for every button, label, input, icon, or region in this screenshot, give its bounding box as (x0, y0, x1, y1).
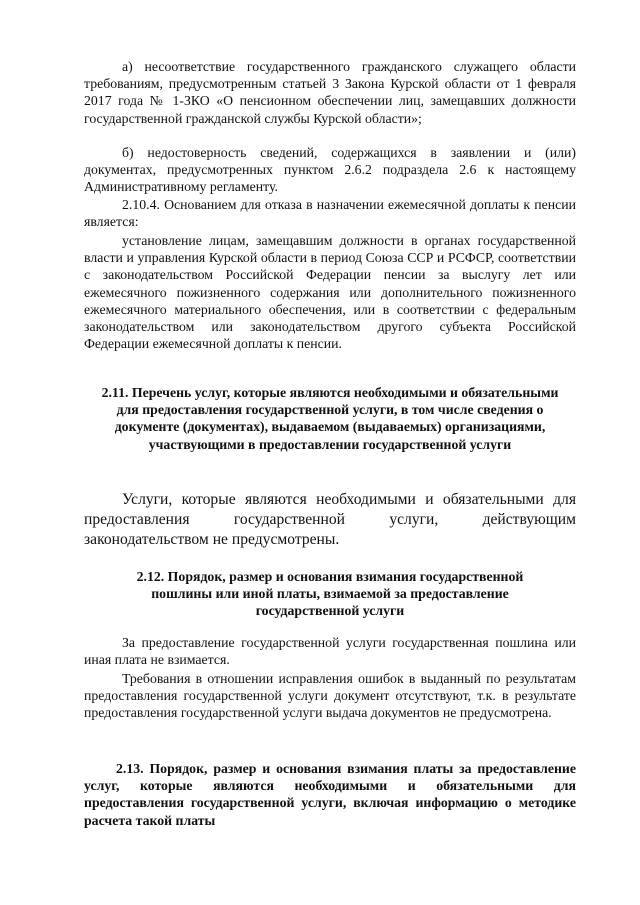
paragraph-a (84, 58, 576, 127)
paragraph-establishment (84, 232, 576, 352)
paragraph-text: установление лицам, замещавшим должности в органах государственной власти и управления Курской области в период Союза ССР и РСФСР, соответствии с законодательством Российской Федерации пенсии за выслугу лет или ежемесячного пожизненного содержания или дополнительного пожизненного ежемесячного материального обеспечения, или в соответствии с федеральным законодательством или законодательством другого субъекта Российской Федерации ежемесячной доплаты к пенсии. (84, 233, 576, 352)
paragraph-text: 2.10.4. Основанием для отказа в назначении ежемесячной доплаты к пенсии является: (84, 197, 576, 230)
paragraph-services (84, 490, 576, 550)
section-heading-2-12 (110, 568, 550, 620)
paragraph-fee (84, 634, 576, 668)
paragraph-text: Услуги, которые являются необходимыми и обязательными для предоставления государственной услуги, действующим законодательством не предусмотрены. (84, 491, 576, 548)
paragraph-corrections (84, 670, 576, 722)
paragraph-text: За предоставление государственной услуги государственная пошлина или иная плата не взимается. (84, 635, 576, 668)
paragraph-text: Требования в отношении исправления ошибок в выданный по результатам предоставления государственной услуги документ отсутствуют, т.к. в результате предоставления государственной услуги выдача документов не предусмотрена. (84, 671, 576, 721)
heading-text: 2.13. Порядок, размер и основания взимания платы за предоставление услуг, которые являются необходимыми и обязательными для предоставления государственной услуги, включая информацию о методике расчета такой платы (84, 761, 576, 828)
paragraph-b (84, 144, 576, 196)
paragraph-text: а) несоответствие государственного гражданского служащего области требованиям, предусмотренным статьей 3 Закона Курской области от 1 февраля 2017 года № 1-ЗКО «О пенсионном обеспечении лиц, замещавших должности государственной гражданской службы Курской области»; (84, 59, 576, 126)
heading-text: 2.11. Перечень услуг, которые являются необходимыми и обязательными для предоставления государственной услуги, в том числе сведения о документе (документах), выдаваемом (выдаваемых) организациями, участвующими в предоставлении государственной услуги (101, 385, 559, 452)
paragraph-text: б) недостоверность сведений, содержащихся в заявлении и (или) документах, предусмотренных пунктом 2.6.2 подраздела 2.6 к настоящему Административному регламенту. (84, 145, 576, 195)
section-heading-2-11 (96, 384, 564, 453)
heading-text: 2.12. Порядок, размер и основания взимания государственной пошлины или иной платы, взимаемой за предоставление государственной услуги (136, 569, 524, 619)
section-heading-2-13 (84, 760, 576, 829)
paragraph-2-10-4 (84, 196, 576, 230)
